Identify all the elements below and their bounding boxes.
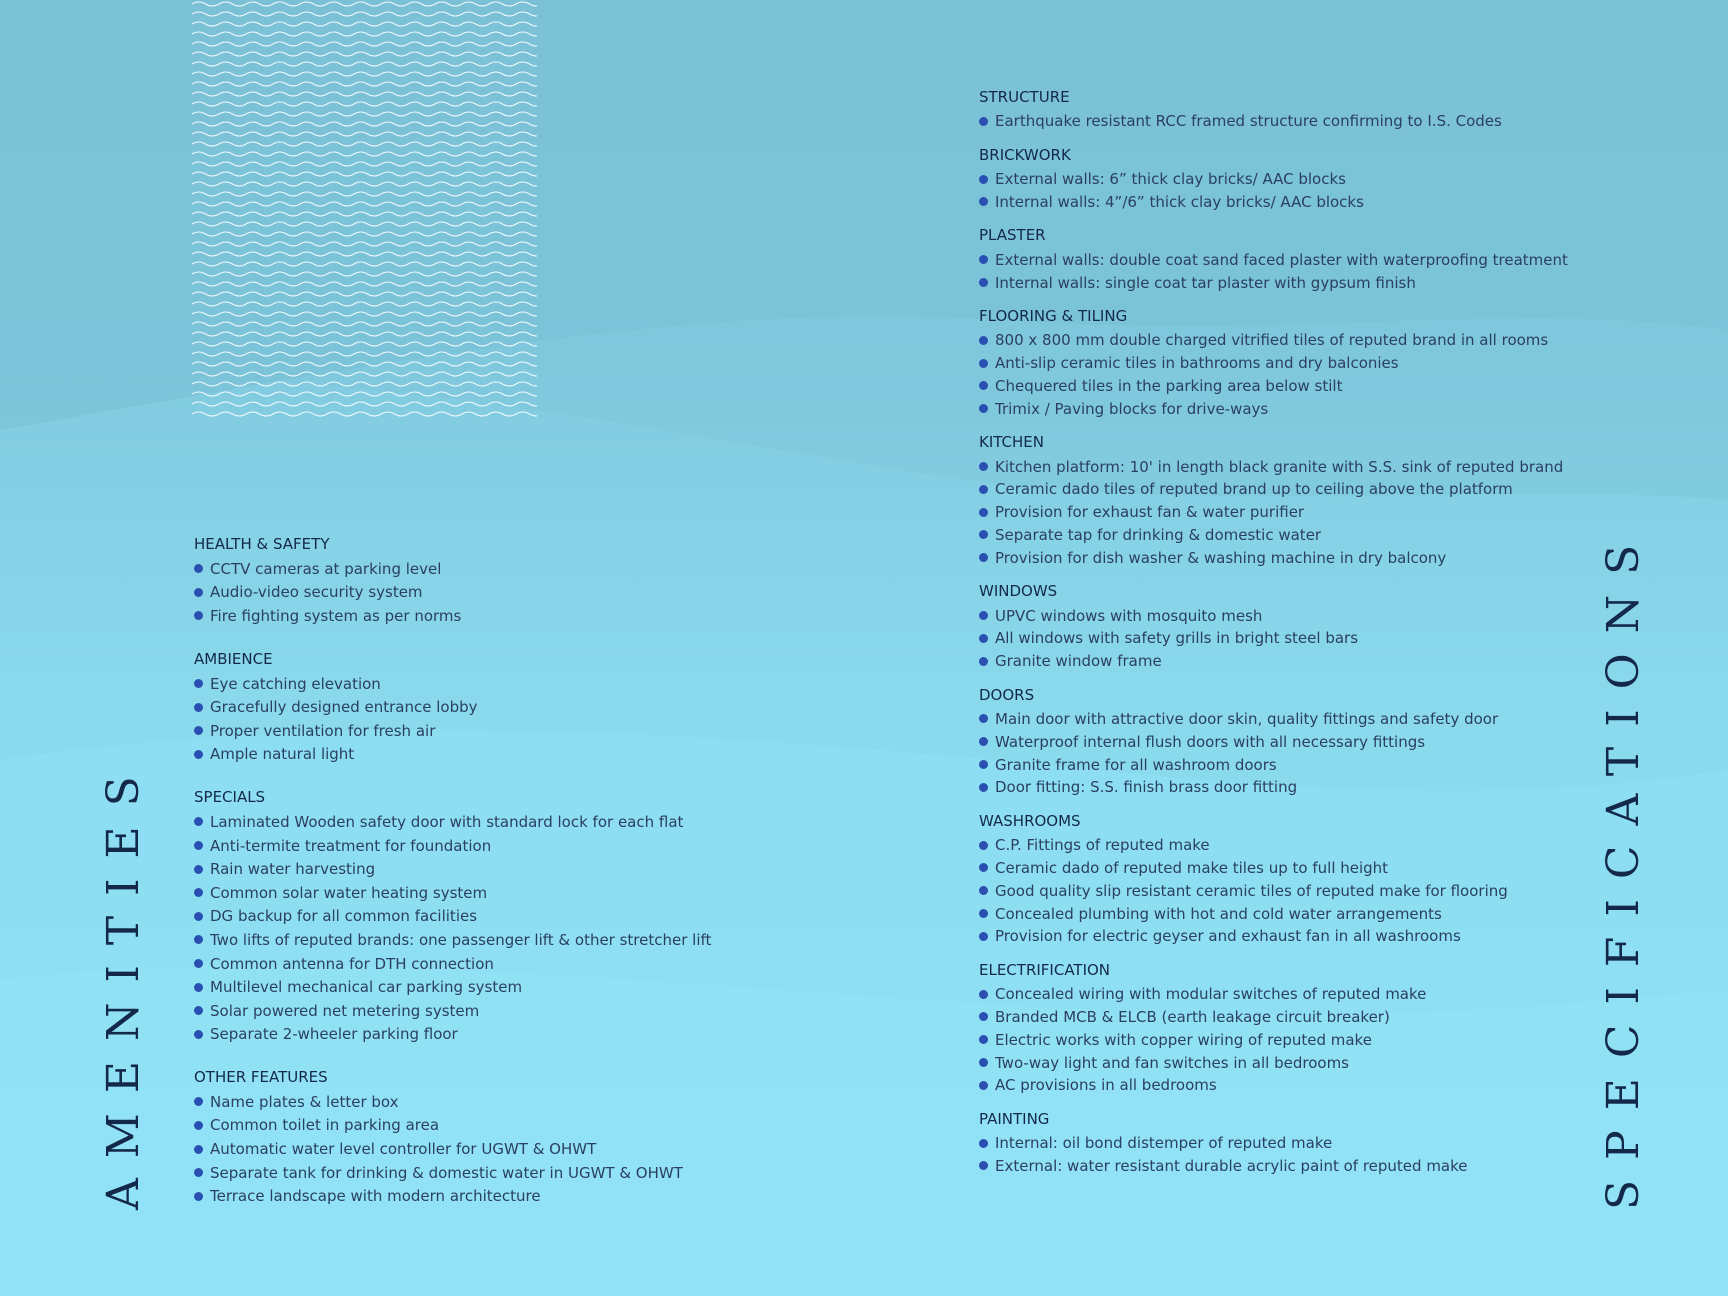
bullet-icon — [979, 1081, 988, 1090]
specifications-vertical-title: SPECIFICATIONS — [1598, 524, 1649, 1210]
bullet-icon — [979, 909, 988, 918]
section-heading: WINDOWS — [979, 582, 1058, 601]
wave-line — [192, 152, 537, 156]
list-item-text: Granite frame for all washroom doors — [995, 755, 1277, 774]
section-heading: BRICKWORK — [979, 145, 1071, 164]
list-item-text: Concealed plumbing with hot and cold water arrangements — [995, 904, 1442, 923]
wave-line — [192, 52, 537, 56]
bullet-icon — [194, 935, 203, 944]
list-item-text: Common antenna for DTH connection — [210, 954, 494, 973]
wave-line — [192, 392, 537, 396]
list-item — [979, 834, 1579, 857]
bullet-icon — [979, 714, 988, 723]
specifications-section — [979, 1110, 1579, 1178]
wave-line — [192, 252, 537, 256]
bullet-icon — [979, 634, 988, 643]
list-item-text: Separate 2-wheeler parking floor — [210, 1025, 458, 1044]
wave-line — [192, 12, 537, 16]
specifications-section — [979, 812, 1579, 948]
list-item — [194, 581, 754, 605]
bullet-icon — [979, 508, 988, 517]
bullet-icon — [979, 760, 988, 769]
wave-line — [192, 132, 537, 136]
list-item — [194, 928, 754, 952]
bullet-icon — [979, 737, 988, 746]
list-item-text: External walls: double coat sand faced plaster with waterproofing treatment — [995, 250, 1568, 269]
wave-line — [192, 342, 537, 346]
list-item — [979, 925, 1579, 948]
list-item-text: Branded MCB & ELCB (earth leakage circuit breaker) — [995, 1007, 1390, 1026]
list-item — [979, 546, 1579, 569]
bullet-icon — [194, 750, 203, 759]
section-heading: AMBIENCE — [194, 649, 273, 668]
list-item — [194, 719, 754, 743]
section-heading: WASHROOMS — [979, 811, 1081, 830]
bullet-icon — [979, 336, 988, 345]
bullet-icon — [194, 841, 203, 850]
list-item-text: Trimix / Paving blocks for drive-ways — [995, 399, 1269, 418]
wave-line — [192, 312, 537, 316]
list-item — [979, 168, 1579, 191]
amenities-section — [194, 1068, 754, 1208]
bullet-icon — [979, 1058, 988, 1067]
wave-line — [192, 212, 537, 216]
wave-line — [192, 232, 537, 236]
list-item — [979, 110, 1579, 133]
specifications-section — [979, 307, 1579, 420]
list-item-text: CCTV cameras at parking level — [210, 559, 442, 578]
list-item-text: Internal walls: single coat tar plaster with gypsum finish — [995, 273, 1416, 292]
bullet-icon — [979, 553, 988, 562]
section-heading: STRUCTURE — [979, 88, 1070, 106]
list-item-text: Ample natural light — [210, 745, 355, 764]
section-heading: FLOORING & TILING — [979, 306, 1128, 325]
wave-line — [192, 262, 537, 266]
bullet-icon — [979, 278, 988, 287]
section-heading: OTHER FEATURES — [194, 1068, 328, 1087]
list-item — [979, 501, 1579, 524]
list-item — [979, 983, 1579, 1006]
list-item-text: Laminated Wooden safety door with standard lock for each flat — [210, 812, 684, 831]
wave-line — [192, 362, 537, 366]
list-item — [979, 248, 1579, 271]
amenities-section — [194, 535, 754, 628]
bullet-icon — [979, 990, 988, 999]
section-heading: SPECIALS — [194, 788, 266, 807]
list-item — [194, 1137, 754, 1161]
wave-line — [192, 42, 537, 46]
list-item — [979, 191, 1579, 214]
specifications-column — [979, 88, 1579, 1190]
bullet-icon — [979, 381, 988, 390]
bullet-icon — [194, 1145, 203, 1154]
bullet-icon — [194, 726, 203, 735]
bullet-icon — [194, 703, 203, 712]
list-item — [979, 478, 1579, 501]
bullet-icon — [979, 1139, 988, 1148]
bullet-icon — [979, 1012, 988, 1021]
bullet-icon — [979, 117, 988, 126]
list-item-text: Internal walls: 4”/6” thick clay bricks/ AAC blocks — [995, 192, 1364, 211]
wave-line — [192, 112, 537, 116]
wave-line — [192, 192, 537, 196]
list-item — [979, 650, 1579, 673]
list-item-text: Name plates & letter box — [210, 1092, 399, 1111]
list-item-text: Provision for exhaust fan & water purifier — [995, 503, 1305, 522]
specifications-section — [979, 961, 1579, 1097]
list-item-text: AC provisions in all bedrooms — [995, 1076, 1217, 1095]
wave-line — [192, 62, 537, 66]
wave-line — [192, 222, 537, 226]
amenities-column — [194, 535, 754, 1230]
list-item-text: Audio-video security system — [210, 583, 423, 602]
list-item — [194, 1114, 754, 1138]
list-item — [194, 905, 754, 929]
list-item-text: Main door with attractive door skin, quality fittings and safety door — [995, 709, 1499, 728]
list-item — [194, 975, 754, 999]
wave-line — [192, 412, 537, 416]
wave-line — [192, 352, 537, 356]
list-item — [194, 999, 754, 1023]
bullet-icon — [194, 1121, 203, 1130]
list-item — [194, 604, 754, 628]
bullet-icon — [194, 588, 203, 597]
list-item-text: Separate tank for drinking & domestic water in UGWT & OHWT — [210, 1163, 683, 1182]
bullet-icon — [194, 865, 203, 874]
section-heading: PLASTER — [979, 226, 1046, 245]
section-heading: HEALTH & SAFETY — [194, 535, 330, 553]
wave-line — [192, 382, 537, 386]
wave-line — [192, 332, 537, 336]
list-item-text: Door fitting: S.S. finish brass door fitting — [995, 778, 1298, 797]
bullet-icon — [194, 959, 203, 968]
list-item-text: Provision for electric geyser and exhaust fan in all washrooms — [995, 927, 1461, 946]
list-item — [979, 753, 1579, 776]
bullet-icon — [979, 197, 988, 206]
list-item-text: External walls: 6” thick clay bricks/ AAC blocks — [995, 170, 1346, 189]
wave-line — [192, 322, 537, 326]
list-item-text: Proper ventilation for fresh air — [210, 721, 436, 740]
bullet-icon — [979, 530, 988, 539]
wave-line — [192, 302, 537, 306]
specifications-section — [979, 146, 1579, 214]
wave-line — [192, 2, 537, 6]
bullet-icon — [194, 983, 203, 992]
list-item-text: Two-way light and fan switches in all bedrooms — [995, 1053, 1349, 1072]
list-item — [979, 708, 1579, 731]
specifications-section — [979, 226, 1579, 294]
bullet-icon — [979, 657, 988, 666]
list-item — [979, 329, 1579, 352]
list-item-text: All windows with safety grills in bright steel bars — [995, 629, 1359, 648]
bullet-icon — [194, 679, 203, 688]
list-item-text: Automatic water level controller for UGWT & OHWT — [210, 1140, 597, 1159]
list-item — [979, 857, 1579, 880]
list-item-text: Terrace landscape with modern architecture — [210, 1187, 541, 1206]
list-item — [194, 1023, 754, 1047]
list-item-text: Good quality slip resistant ceramic tiles of reputed make for flooring — [995, 881, 1508, 900]
list-item — [979, 879, 1579, 902]
list-item-text: Chequered tiles in the parking area below stilt — [995, 376, 1343, 395]
bullet-icon — [979, 404, 988, 413]
wave-line — [192, 142, 537, 146]
wave-line — [192, 72, 537, 76]
list-item-text: 800 x 800 mm double charged vitrified tiles of reputed brand in all rooms — [995, 331, 1549, 350]
wave-line — [192, 102, 537, 106]
list-item — [194, 857, 754, 881]
list-item-text: Waterproof internal flush doors with all necessary fittings — [995, 732, 1426, 751]
bullet-icon — [979, 1035, 988, 1044]
list-item — [979, 375, 1579, 398]
bullet-icon — [194, 1168, 203, 1177]
list-item-text: Internal: oil bond distemper of reputed make — [995, 1134, 1333, 1153]
list-item — [979, 730, 1579, 753]
list-item — [979, 352, 1579, 375]
list-item-text: Eye catching elevation — [210, 674, 381, 693]
bullet-icon — [979, 1161, 988, 1170]
list-item — [194, 834, 754, 858]
bullet-icon — [194, 1097, 203, 1106]
bullet-icon — [979, 841, 988, 850]
list-item — [194, 810, 754, 834]
bullet-icon — [194, 1192, 203, 1201]
bullet-icon — [979, 932, 988, 941]
list-item-text: Common solar water heating system — [210, 883, 488, 902]
list-item — [979, 1028, 1579, 1051]
bullet-icon — [979, 783, 988, 792]
bullet-icon — [979, 485, 988, 494]
list-item — [979, 1132, 1579, 1155]
list-item-text: C.P. Fittings of reputed make — [995, 836, 1210, 855]
wave-line — [192, 402, 537, 406]
wave-pattern-graphic — [192, 0, 537, 420]
list-item — [979, 524, 1579, 547]
bullet-icon — [979, 611, 988, 620]
list-item-text: Electric works with copper wiring of reputed make — [995, 1030, 1372, 1049]
list-item — [194, 557, 754, 581]
bullet-icon — [194, 888, 203, 897]
list-item — [194, 743, 754, 767]
list-item-text: Ceramic dado tiles of reputed brand up to ceiling above the platform — [995, 480, 1513, 499]
amenities-section — [194, 788, 754, 1046]
bullet-icon — [979, 175, 988, 184]
wave-line — [192, 182, 537, 186]
bullet-icon — [979, 255, 988, 264]
list-item-text: Anti-slip ceramic tiles in bathrooms and dry balconies — [995, 354, 1399, 373]
list-item-text: External: water resistant durable acrylic paint of reputed make — [995, 1156, 1468, 1175]
amenities-vertical-title: AMENITIES — [98, 756, 149, 1210]
section-heading: ELECTRIFICATION — [979, 960, 1111, 979]
bullet-icon — [979, 886, 988, 895]
list-item-text: UPVC windows with mosquito mesh — [995, 606, 1263, 625]
wave-line — [192, 122, 537, 126]
list-item-text: Anti-termite treatment for foundation — [210, 836, 492, 855]
list-item-text: Earthquake resistant RCC framed structure confirming to I.S. Codes — [995, 112, 1502, 131]
list-item-text: Solar powered net metering system — [210, 1001, 480, 1020]
list-item — [979, 776, 1579, 799]
list-item-text: Kitchen platform: 10' in length black granite with S.S. sink of reputed brand — [995, 457, 1564, 476]
list-item-text: Separate tap for drinking & domestic water — [995, 525, 1322, 544]
wave-line — [192, 32, 537, 36]
wave-line — [192, 292, 537, 296]
specifications-section — [979, 686, 1579, 799]
bullet-icon — [194, 1030, 203, 1039]
list-item-text: Ceramic dado of reputed make tiles up to full height — [995, 858, 1389, 877]
list-item — [979, 902, 1579, 925]
wave-line — [192, 372, 537, 376]
bullet-icon — [194, 1006, 203, 1015]
wave-line — [192, 272, 537, 276]
wave-line — [192, 82, 537, 86]
bullet-icon — [979, 462, 988, 471]
bullet-icon — [194, 564, 203, 573]
list-item-text: Rain water harvesting — [210, 860, 376, 879]
list-item-text: Fire fighting system as per norms — [210, 606, 462, 625]
list-item — [194, 672, 754, 696]
wave-line — [192, 22, 537, 26]
list-item-text: Multilevel mechanical car parking system — [210, 978, 523, 997]
list-item — [979, 397, 1579, 420]
section-heading: DOORS — [979, 685, 1035, 704]
list-item — [194, 695, 754, 719]
bullet-icon — [979, 359, 988, 368]
list-item-text: Provision for dish washer & washing machine in dry balcony — [995, 548, 1447, 567]
list-item — [194, 1090, 754, 1114]
list-item-text: Two lifts of reputed brands: one passenger lift & other stretcher lift — [210, 930, 712, 949]
list-item-text: DG backup for all common facilities — [210, 907, 478, 926]
section-heading: PAINTING — [979, 1109, 1050, 1128]
list-item — [194, 1184, 754, 1208]
bullet-icon — [194, 817, 203, 826]
section-heading: KITCHEN — [979, 433, 1044, 452]
list-item — [194, 952, 754, 976]
list-item — [979, 1006, 1579, 1029]
wave-line — [192, 162, 537, 166]
list-item-text: Granite window frame — [995, 652, 1162, 671]
wave-line — [192, 282, 537, 286]
list-item — [194, 881, 754, 905]
list-item — [979, 1051, 1579, 1074]
wave-line — [192, 202, 537, 206]
list-item — [979, 604, 1579, 627]
list-item — [979, 1155, 1579, 1178]
list-item-text: Common toilet in parking area — [210, 1116, 440, 1135]
wave-line — [192, 92, 537, 96]
list-item-text: Concealed wiring with modular switches of reputed make — [995, 985, 1427, 1004]
list-item — [979, 627, 1579, 650]
list-item — [979, 455, 1579, 478]
amenities-section — [194, 650, 754, 766]
bullet-icon — [194, 912, 203, 921]
bullet-icon — [979, 863, 988, 872]
list-item — [979, 271, 1579, 294]
specifications-section — [979, 433, 1579, 569]
bullet-icon — [194, 611, 203, 620]
wave-line — [192, 242, 537, 246]
list-item-text: Gracefully designed entrance lobby — [210, 698, 478, 717]
list-item — [194, 1161, 754, 1185]
wave-line — [192, 172, 537, 176]
list-item — [979, 1074, 1579, 1097]
specifications-section — [979, 582, 1579, 672]
specifications-section — [979, 88, 1579, 133]
